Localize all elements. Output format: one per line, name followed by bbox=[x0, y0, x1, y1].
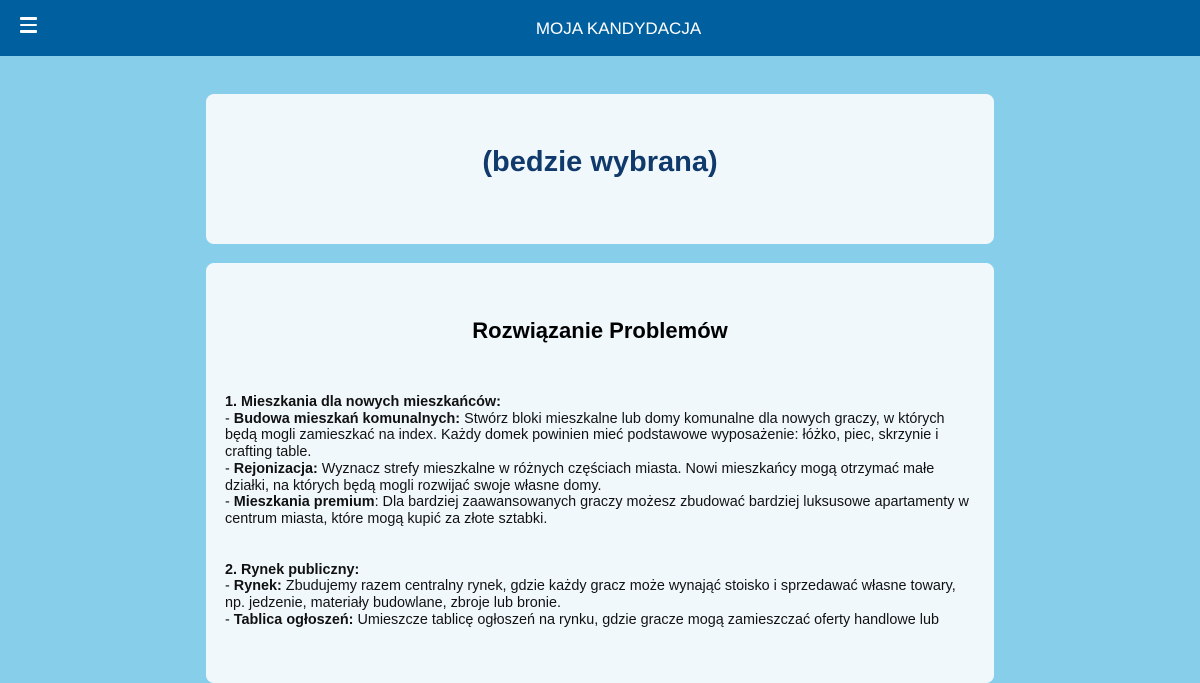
item-heading: Rynek: bbox=[233, 578, 282, 595]
app-title: MOJA KANDYDACJA bbox=[535, 19, 702, 38]
solutions-card bbox=[206, 263, 994, 683]
item-text: Wyznacz strefy mieszkalne w różnych częściach miasta. Nowi mieszkańcy mogą otrzymać małe działki, na których będą mogli rozwijać swoje własne domy. bbox=[225, 460, 935, 494]
list-item: - Rynek: Zbudujemy razem centralny rynek, gdzie każdy gracz może wynająć stoisko i sprzedawać własne towary, np. jedzenie, materiały budowlane, zbroje lub bronie. bbox=[225, 578, 956, 612]
list-item: - Tablica ogłoszeń: Umieszcze tablicę ogłoszeń na rynku, gdzie gracze mogą zamieszczać oferty handlowe lub bbox=[225, 611, 939, 628]
item-text: Zbudujemy razem centralny rynek, gdzie każdy gracz może wynająć stoisko i sprzedawać własne towary, np. jedzenie, materiały budowlane, zbroje lub bronie. bbox=[225, 578, 956, 612]
candidate-card bbox=[206, 94, 994, 244]
item-heading: Mieszkania premium bbox=[233, 494, 375, 511]
solution-block bbox=[225, 394, 977, 528]
block-title: 1. Mieszkania dla nowych mieszkańców: bbox=[225, 394, 501, 410]
item-text: : Dla bardziej zaawansowanych graczy możesz zbudować bardziej luksusowe apartamenty w centrum miasta, które mogą kupić za złote sztabki. bbox=[225, 494, 969, 527]
item-heading: Budowa mieszkań komunalnych: bbox=[233, 410, 461, 427]
section-title: Rozwiązanie Problemów bbox=[472, 318, 728, 343]
item-heading: Tablica ogłoszeń: bbox=[233, 611, 354, 628]
solutions-content bbox=[225, 394, 977, 662]
list-item: - Mieszkania premium: Dla bardziej zaawansowanych graczy możesz zbudować bardziej luksusowe apartamenty w centrum miasta, które mogą kupić za złote sztabki. bbox=[225, 494, 969, 527]
item-heading: Rejonizacja: bbox=[233, 460, 318, 477]
solution-block bbox=[225, 562, 977, 629]
candidate-name: (bedzie wybrana) bbox=[482, 146, 718, 178]
list-item: - Budowa mieszkań komunalnych: Stwórz bloki mieszkalne lub domy komunalne dla nowych graczy, w których będą mogli zamieszkać na index. Każdy domek powinien mieć podstawowe wyposażenie: łóżko, piec, skrzynie i crafting table. bbox=[225, 410, 945, 461]
item-text: Umieszcze tablicę ogłoszeń na rynku, gdzie gracze mogą zamieszczać oferty handlowe lub bbox=[353, 611, 939, 628]
top-navbar bbox=[0, 0, 1200, 56]
list-item: - Rejonizacja: Wyznacz strefy mieszkalne w różnych częściach miasta. Nowi mieszkańcy mogą otrzymać małe działki, na których będą mogli rozwijać swoje własne domy. bbox=[225, 460, 935, 494]
item-text: Stwórz bloki mieszkalne lub domy komunalne dla nowych graczy, w których będą mogli zamieszkać na index. Każdy domek powinien mieć podstawowe wyposażenie: łóżko, piec, skrzynie i crafting table. bbox=[225, 410, 945, 461]
block-title: 2. Rynek publiczny: bbox=[225, 561, 360, 578]
